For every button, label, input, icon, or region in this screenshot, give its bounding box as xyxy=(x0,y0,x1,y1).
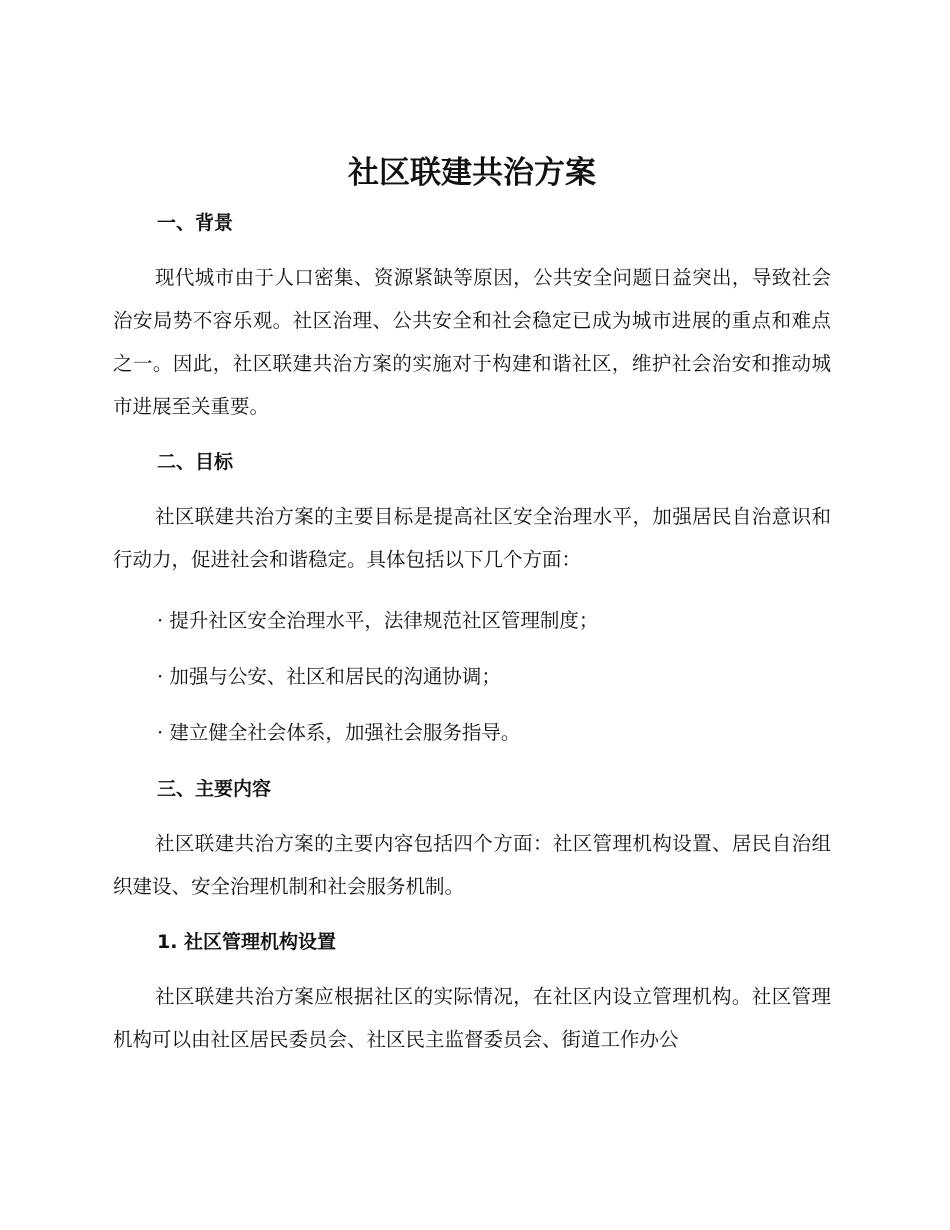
subsection-heading-management: 1. 社区管理机构设置 xyxy=(157,931,337,953)
background-paragraph: 现代城市由于人口密集、资源紧缺等原因，公共安全问题日益突出，导致社会治安局势不容乐观。社区治理、公共安全和社会稳定已成为城市进展的重点和难点之一。因此，社区联建共治方案的实施对于构建和谐社区，维护社会治安和推动城市进展至关重要。 xyxy=(113,266,831,418)
document-page xyxy=(113,150,831,1061)
goal-bullet-1: · 提升社区安全治理水平，法律规范社区管理制度； xyxy=(157,609,599,632)
document-title: 社区联建共治方案 xyxy=(348,155,596,191)
main-content-paragraph: 社区联建共治方案的主要内容包括四个方面：社区管理机构设置、居民自治组织建设、安全治理机制和社会服务机制。 xyxy=(113,832,831,898)
goal-bullet-3: · 建立健全社会体系，加强社会服务指导。 xyxy=(157,721,521,744)
section-heading-goals: 二、目标 xyxy=(157,451,234,473)
section-heading-main-content: 三、主要内容 xyxy=(157,778,272,800)
goal-bullet-2: · 加强与公安、社区和居民的沟通协调； xyxy=(157,665,501,688)
management-paragraph: 社区联建共治方案应根据社区的实际情况，在社区内设立管理机构。社区管理机构可以由社区居民委员会、社区民主监督委员会、街道工作办公 xyxy=(113,985,831,1051)
goals-paragraph: 社区联建共治方案的主要目标是提高社区安全治理水平，加强居民自治意识和行动力，促进社会和谐稳定。具体包括以下几个方面： xyxy=(113,505,831,571)
section-heading-background: 一、背景 xyxy=(157,212,234,234)
